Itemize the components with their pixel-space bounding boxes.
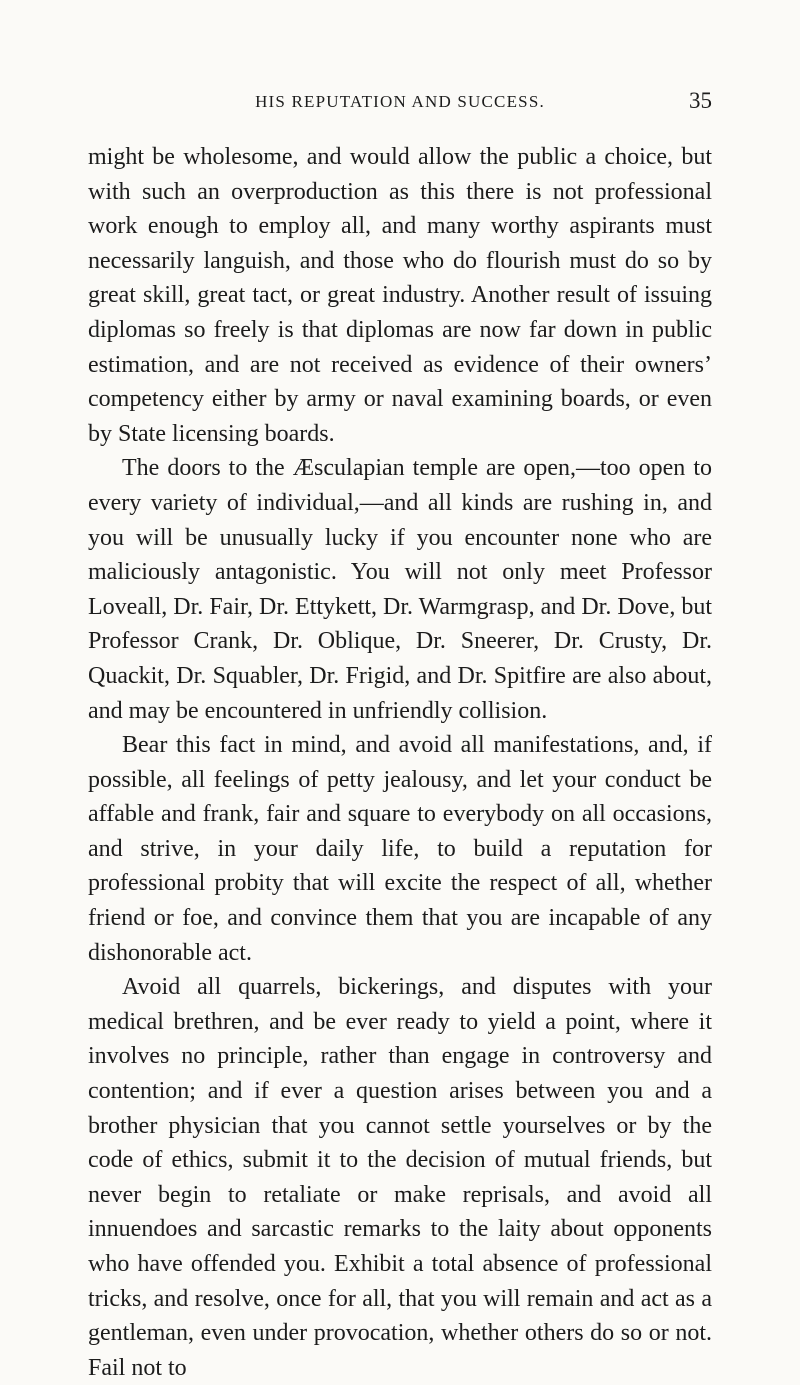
paragraph-bear-this-fact: Bear this fact in mind, and avoid all manifestations, and, if possible, all feelings of petty jealousy, and let your conduct be affable and frank, fair and square to everybody on all occasions, and strive, in your daily life, to build a reputation for professional probity that will excite the respect of all, whether friend or foe, and convince them that you are incapable of any dishonorable act. bbox=[88, 732, 712, 966]
paragraph-avoid-quarrels: Avoid all quarrels, bickerings, and disputes with your medical brethren, and be ever ready to yield a point, where it involves no principle, rather than engage in controversy and contention; and if ever a question arises between you and a brother physician that you cannot settle yourselves or by the code of ethics, submit it to the decision of mutual friends, but never begin to retaliate or make reprisals, and avoid all innuendoes and sarcastic remarks to the laity about opponents who have offended you. Exhibit a total absence of professional tricks, and resolve, once for all, that you will remain and act as a gentleman, even under provocation, whether others do so or not. Fail not to bbox=[88, 974, 712, 1381]
page-number: 35 bbox=[689, 88, 712, 113]
paragraph-aesculapian-temple: The doors to the Æsculapian temple are open,—too open to every variety of individual,—and all kinds are rushing in, and you will be unusually lucky if you encounter none who are maliciously antagonistic. You will not only meet Professor Loveall, Dr. Fair, Dr. Ettykett, Dr. Warmgrasp, and Dr. Dove, but Professor Crank, Dr. Oblique, Dr. Sneerer, Dr. Crusty, Dr. Quackit, Dr. Squabler, Dr. Frigid, and Dr. Spitfire are also about, and may be encountered in unfriendly collision. bbox=[88, 455, 712, 724]
paragraph-continuation: might be wholesome, and would allow the public a choice, but with such an overproduction as this there is not professional work enough to employ all, and many worthy aspirants must necessarily languish, and those who do flourish must do so by great skill, great tact, or great industry. Another result of issuing diplomas so freely is that diplomas are now far down in public estimation, and are not received as evidence of their owners’ competency either by army or naval examining boards, or even by State licensing boards. bbox=[88, 144, 712, 447]
running-title: HIS REPUTATION AND SUCCESS. bbox=[255, 92, 545, 111]
running-head bbox=[88, 88, 712, 118]
body-text bbox=[88, 140, 712, 1385]
